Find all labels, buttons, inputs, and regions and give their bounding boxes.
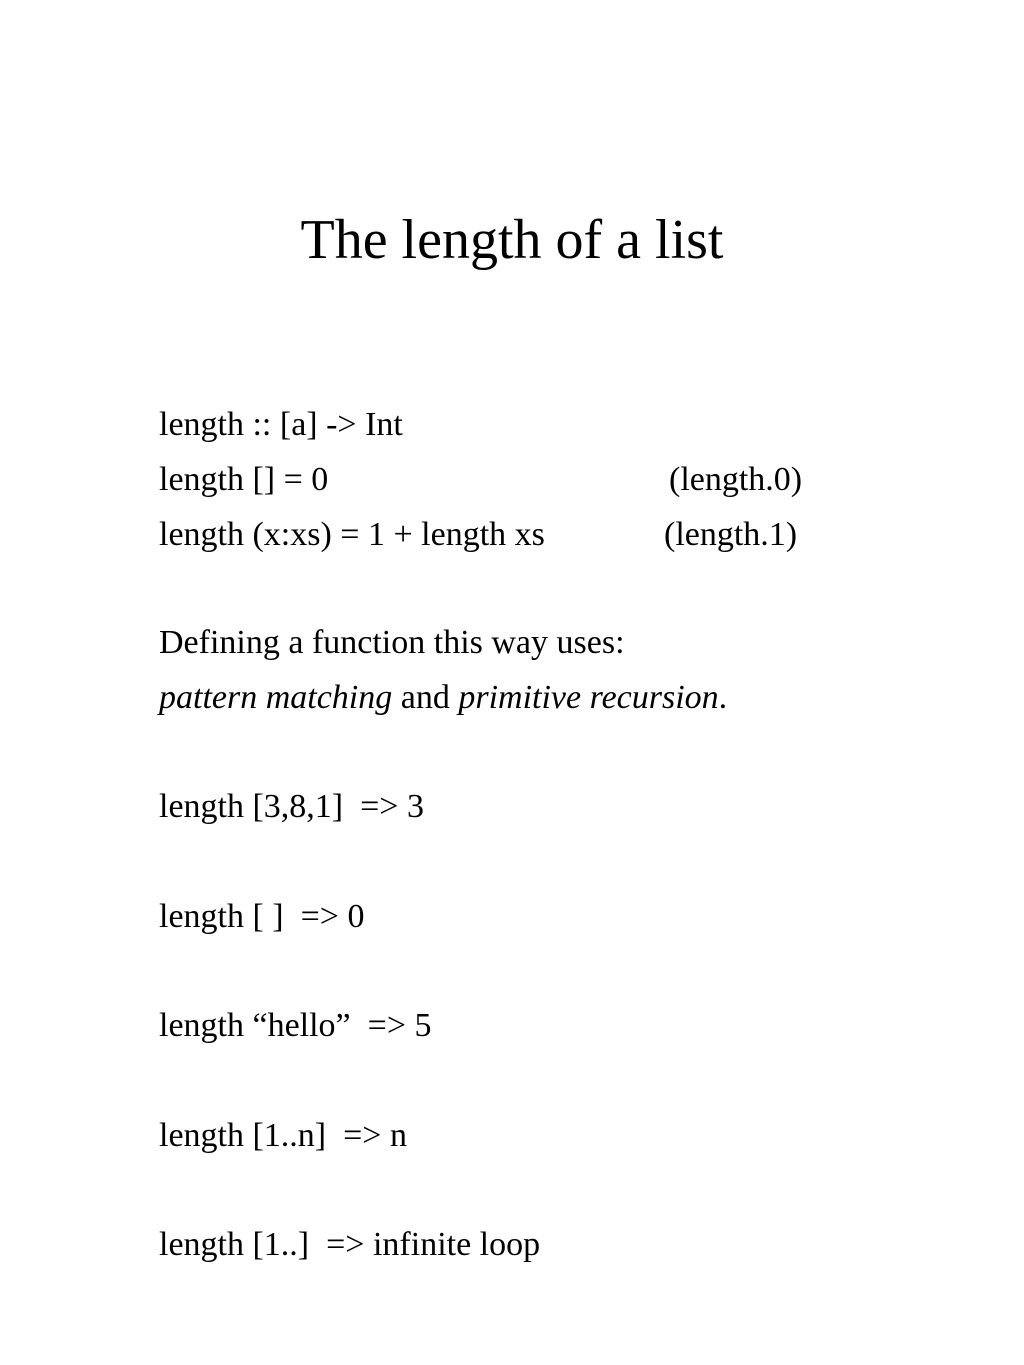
term-primitive-recursion: primitive recursion xyxy=(458,679,719,716)
example-line: length [ ] => 0 xyxy=(159,898,365,935)
example-line: length [1..n] => n xyxy=(159,1117,407,1154)
example-line: length [3,8,1] => 3 xyxy=(159,788,424,825)
example-line: length “hello” => 5 xyxy=(159,1007,432,1044)
recursive-case-equation: length (x:xs) = 1 + length xs xyxy=(159,516,545,553)
term-connector: and xyxy=(392,679,459,716)
sentence-end: . xyxy=(718,679,728,716)
example-line: length [1..] => infinite loop xyxy=(159,1226,541,1263)
type-signature: length :: [a] -> Int xyxy=(159,406,403,443)
slide-title: The length of a list xyxy=(300,209,724,271)
base-case-equation: length [] = 0 xyxy=(159,461,329,498)
explanation-terms xyxy=(159,678,727,718)
base-case-tag: (length.0) xyxy=(669,461,803,498)
term-pattern-matching: pattern matching xyxy=(159,679,393,716)
recursive-case-tag: (length.1) xyxy=(664,516,798,553)
explanation-line: Defining a function this way uses: xyxy=(159,624,625,661)
